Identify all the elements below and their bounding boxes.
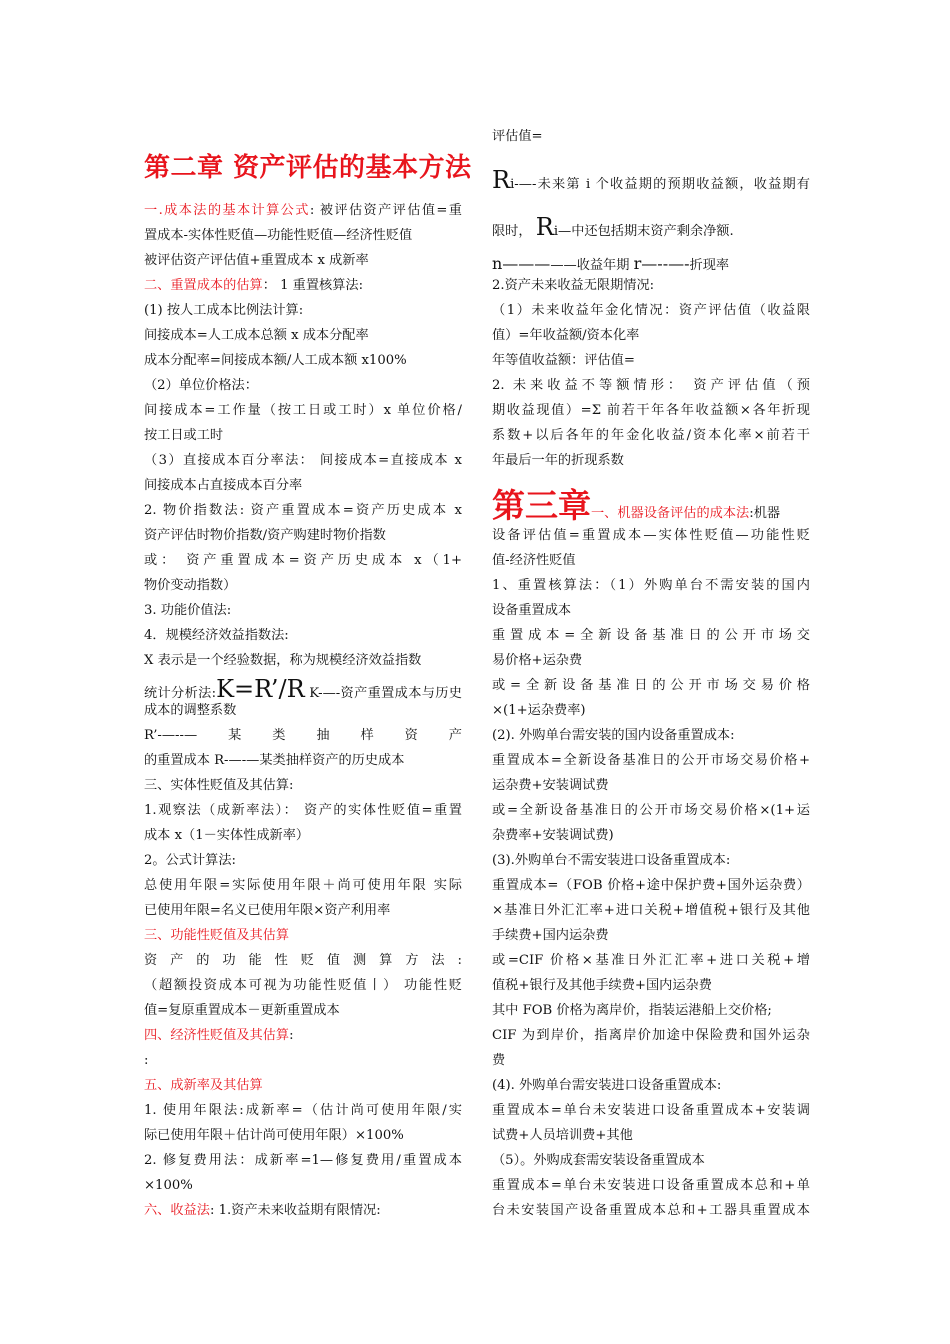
- left-line-8: [144, 377, 462, 395]
- left-line-5: [144, 302, 462, 320]
- right-line-9: [492, 377, 810, 395]
- text-run: 费: [492, 1053, 506, 1068]
- text-run: 三、实体性贬值及其估算:: [144, 778, 294, 793]
- text-run: R’-—--—某类抽样资产: [144, 728, 462, 743]
- left-line-12: [144, 477, 462, 495]
- text-run: 已使用年限=名义已使用年限×资产利用率: [144, 903, 391, 918]
- chapter-three-title: 第三章: [492, 486, 591, 525]
- text-run: 成本的调整系数: [144, 703, 237, 718]
- right-line-31: [492, 952, 810, 970]
- right-line-16: [492, 577, 810, 595]
- text-run: 或=全新设备基准日的公开市场交易价格×(1+运: [492, 803, 810, 818]
- text-run: 统计分析法:: [144, 686, 217, 701]
- text-run: K-—-资产重置成本与历史: [304, 686, 462, 701]
- text-run: 系数+以后各年的年金化收益/资本化率×前若干: [492, 428, 810, 443]
- text-run: 限时，: [492, 224, 536, 239]
- left-line-2: [144, 227, 462, 245]
- left-line-32: [144, 977, 462, 995]
- left-line-37: [144, 1102, 462, 1120]
- left-line-36: [144, 1077, 462, 1095]
- right-line-15: [492, 552, 810, 570]
- text-run: 试费+人员培训费+其他: [492, 1128, 633, 1143]
- left-line-15: [144, 552, 462, 570]
- text-run: :: [289, 1028, 294, 1043]
- section-heading: 一、机器设备评估的成本法: [591, 506, 750, 521]
- text-run: 值）=年收益额/资本化率: [492, 328, 640, 343]
- left-line-11: [144, 452, 462, 470]
- text-run: 易价格+运杂费: [492, 653, 583, 668]
- left-line-14: [144, 527, 462, 545]
- left-line-9: [144, 402, 462, 420]
- right-line-11: [492, 427, 810, 445]
- text-run: （5）。外购成套需安装设备重置成本: [492, 1153, 705, 1168]
- left-line-40: [144, 1177, 462, 1195]
- text-run: 按工日或工时: [144, 428, 224, 443]
- text-run: :机器: [749, 506, 781, 521]
- text-run: 重置成本=（FOB 价格+途中保护费+国外运杂费）: [492, 878, 810, 893]
- right-line-10: [492, 402, 810, 420]
- left-line-26: [144, 827, 462, 845]
- text-run: : 被评估资产评估值=重: [309, 203, 462, 218]
- right-line-4: [492, 255, 810, 275]
- text-run: 值=复原重置成本－更新重置成本: [144, 1003, 340, 1018]
- text-run: 3. 功能价值法:: [144, 603, 232, 618]
- left-line-13: [144, 502, 462, 520]
- right-line-23: [492, 752, 810, 770]
- text-run: 重置成本=全新设备基准日的公开市场交易价格+: [492, 753, 810, 768]
- right-line-39: [492, 1152, 810, 1170]
- right-line-36: [492, 1077, 810, 1095]
- left-line-17: [144, 602, 462, 620]
- text-run: （2）单位价格法：: [144, 378, 258, 393]
- left-line-29: [144, 902, 462, 920]
- right-line-21: [492, 702, 810, 720]
- section-heading: 二、重置成本的估算: [144, 278, 263, 293]
- right-line-26: [492, 827, 810, 845]
- text-run: 1.观察法（成新率法）： 资产的实体性贬值=重置: [144, 803, 462, 818]
- formula-symbol: K=R’/R: [216, 675, 305, 703]
- right-line-35: [492, 1052, 810, 1070]
- text-run: ×(1+运杂费率): [492, 703, 586, 718]
- text-run: 2. 修复费用法：成新率=1—修复费用/重置成本: [144, 1153, 462, 1168]
- left-line-35: [144, 1052, 462, 1070]
- left-line-18: [144, 627, 462, 645]
- text-run: 2.资产未来收益无限期情况:: [492, 278, 655, 293]
- formula-symbol: r—--—-: [633, 254, 690, 273]
- text-run: (4). 外购单台需安装进口设备重置成本:: [492, 1078, 722, 1093]
- text-run: 1、重置核算法：（1）外购单台不需安装的国内: [492, 578, 810, 593]
- left-line-23: [144, 752, 462, 770]
- right-line-24: [492, 777, 810, 795]
- section-heading: 三、功能性贬值及其估算: [144, 928, 290, 943]
- text-run: 手续费+国内运杂费: [492, 928, 609, 943]
- text-run: 重置成本=单台未安装进口设备重置成本+安装调: [492, 1103, 810, 1118]
- text-run: (3).外购单台不需安装进口设备重置成本:: [492, 853, 731, 868]
- left-line-34: [144, 1027, 462, 1045]
- text-run: (1) 按人工成本比例法计算:: [144, 303, 304, 318]
- left-line-4: [144, 277, 462, 295]
- left-line-38: [144, 1127, 462, 1145]
- right-line-22: [492, 727, 810, 745]
- chapter-two-title: 第二章 资产评估的基本方法: [144, 153, 472, 183]
- text-run: 或=全新设备基准日的公开市场交易价格: [492, 678, 810, 693]
- text-run: 折现率: [689, 258, 730, 273]
- left-line-39: [144, 1152, 462, 1170]
- left-line-30: [144, 927, 462, 945]
- right-line-30: [492, 927, 810, 945]
- right-line-34: [492, 1027, 810, 1045]
- text-run: (2). 外购单台需安装的国内设备重置成本:: [492, 728, 735, 743]
- text-run: 间接成本占直接成本百分率: [144, 478, 303, 493]
- text-run: 间接成本=工作量（按工日或工时）x 单位价格/: [144, 403, 462, 418]
- text-run: 成本 x（1－实体性成新率）: [144, 828, 310, 843]
- text-run: :: [144, 1053, 149, 1068]
- formula-symbol: R: [535, 213, 554, 241]
- right-line-14: [492, 527, 810, 545]
- text-run: ——收益年期: [550, 258, 634, 273]
- section-heading: 一.成本法的基本计算公式: [144, 203, 310, 218]
- right-line-41: [492, 1202, 810, 1220]
- section-heading: 五、成新率及其估算: [144, 1078, 263, 1093]
- text-run: 运杂费+安装调试费: [492, 778, 609, 793]
- right-line-7: [492, 327, 810, 345]
- right-line-38: [492, 1127, 810, 1145]
- right-line-20: [492, 677, 810, 695]
- right-line-6: [492, 302, 810, 320]
- right-line-27: [492, 852, 810, 870]
- text-run: 或： 资产重置成本=资产历史成本 x（1+: [144, 553, 462, 568]
- right-line-17: [492, 602, 810, 620]
- right-line-37: [492, 1102, 810, 1120]
- text-run: 设备重置成本: [492, 603, 572, 618]
- left-line-25: [144, 802, 462, 820]
- left-line-31: [144, 952, 462, 970]
- text-run: 重置成本=全新设备基准日的公开市场交: [492, 628, 810, 643]
- text-run: CIF 为到岸价，指离岸价加途中保险费和国外运杂: [492, 1028, 810, 1043]
- text-run: 杂费率+安装调试费): [492, 828, 614, 843]
- left-line-20: [144, 677, 462, 703]
- text-run: 际已使用年限＋估计尚可使用年限）×100%: [144, 1128, 404, 1143]
- right-line-28: [492, 877, 810, 895]
- section-heading: 六、收益法: [144, 1203, 210, 1218]
- right-line-29: [492, 902, 810, 920]
- text-run: 资产评估时物价指数/资产购建时物价指数: [144, 528, 386, 543]
- text-run: 的重置成本 R-—-—某类抽样资产的历史成本: [144, 753, 405, 768]
- right-line-25: [492, 802, 810, 820]
- right-line-8: [492, 352, 810, 370]
- left-line-6: [144, 327, 462, 345]
- right-line-2: [492, 168, 810, 194]
- text-run: 或=CIF 价格×基准日外汇汇率+进口关税+增: [492, 953, 810, 968]
- formula-symbol: n———: [492, 254, 551, 273]
- text-run: ： 1 重置核算法:: [262, 278, 364, 293]
- left-line-10: [144, 427, 462, 445]
- text-run: 年最后一年的折现系数: [492, 453, 624, 468]
- text-run: ×基准日外汇汇率+进口关税+增值税+银行及其他: [492, 903, 810, 918]
- left-line-24: [144, 777, 462, 795]
- text-run: 设备评估值=重置成本—实体性贬值—功能性贬: [492, 528, 810, 543]
- left-line-33: [144, 1002, 462, 1020]
- text-run: : 1.资产未来收益期有限情况:: [209, 1203, 381, 1218]
- text-run: 成本分配率=间接成本额/人工成本额 x100%: [144, 353, 407, 368]
- text-run: 1. 使用年限法:成新率=（估计尚可使用年限/实: [144, 1103, 462, 1118]
- text-run: （超额投资成本可视为功能性贬值丨） 功能性贬: [144, 978, 462, 993]
- text-run: X 表示是一个经验数据，称为规模经济效益指数: [144, 653, 422, 668]
- left-line-28: [144, 877, 462, 895]
- text-run: 值税+银行及其他手续费+国内运杂费: [492, 978, 712, 993]
- left-line-22: [144, 727, 462, 745]
- text-run: 置成本-实体性贬值—功能性贬值—经济性贬值: [144, 228, 413, 243]
- right-line-32: [492, 977, 810, 995]
- right-line-3: [492, 215, 810, 241]
- text-run: i-—-未来第 i 个收益期的预期收益额，收益期有: [510, 177, 810, 192]
- text-run: 评估值=: [492, 129, 543, 144]
- text-run: 4．规模经济效益指数法:: [144, 628, 289, 643]
- text-run: i—中还包括期末资产剩余净额.: [553, 224, 734, 239]
- right-line-1: [492, 128, 810, 146]
- text-run: ×100%: [144, 1178, 193, 1193]
- left-line-1: [144, 202, 462, 220]
- text-run: 被评估资产评估值+重置成本 x 成新率: [144, 253, 369, 268]
- text-run: 2。公式计算法:: [144, 853, 236, 868]
- text-run: （1）未来收益年金化情况：资产评估值（收益限: [492, 303, 810, 318]
- right-line-19: [492, 652, 810, 670]
- formula-symbol: R: [492, 166, 511, 194]
- left-line-27: [144, 852, 462, 870]
- text-run: 资产的功能性贬值测算方法:: [144, 953, 462, 968]
- right-line-5: [492, 277, 810, 295]
- right-line-18: [492, 627, 810, 645]
- text-run: （3）直接成本百分率法： 间接成本=直接成本 x: [144, 453, 462, 468]
- right-line-40: [492, 1177, 810, 1195]
- text-run: 间接成本=人工成本总额 x 成本分配率: [144, 328, 369, 343]
- right-line-33: [492, 1002, 810, 1020]
- text-run: 2. 未来收益不等额情形： 资产评估值（预: [492, 378, 810, 393]
- left-line-16: [144, 577, 462, 595]
- text-run: 2. 物价指数法: 资产重置成本=资产历史成本 x: [144, 503, 462, 518]
- text-run: 重置成本=单台未安装进口设备重置成本总和+单: [492, 1178, 810, 1193]
- text-run: 其中 FOB 价格为离岸价，指装运港船上交价格;: [492, 1003, 772, 1018]
- section-heading: 四、经济性贬值及其估算: [144, 1028, 290, 1043]
- text-run: 物价变动指数）: [144, 578, 237, 593]
- text-run: 台未安装国产设备重置成本总和+工器具重置成本: [492, 1203, 810, 1218]
- left-line-19: [144, 652, 462, 670]
- left-line-7: [144, 352, 462, 370]
- text-run: 值-经济性贬值: [492, 553, 576, 568]
- left-line-21: [144, 702, 462, 720]
- left-line-41: [144, 1202, 462, 1220]
- right-line-12: [492, 452, 810, 470]
- text-run: 年等值收益额：评估值=: [492, 353, 635, 368]
- right-line-13: [492, 488, 810, 524]
- left-line-3: [144, 252, 462, 270]
- text-run: 总使用年限=实际使用年限＋尚可使用年限 实际: [144, 878, 462, 893]
- text-run: 期收益现值）=Σ 前若干年各年收益额×各年折现: [492, 403, 810, 418]
